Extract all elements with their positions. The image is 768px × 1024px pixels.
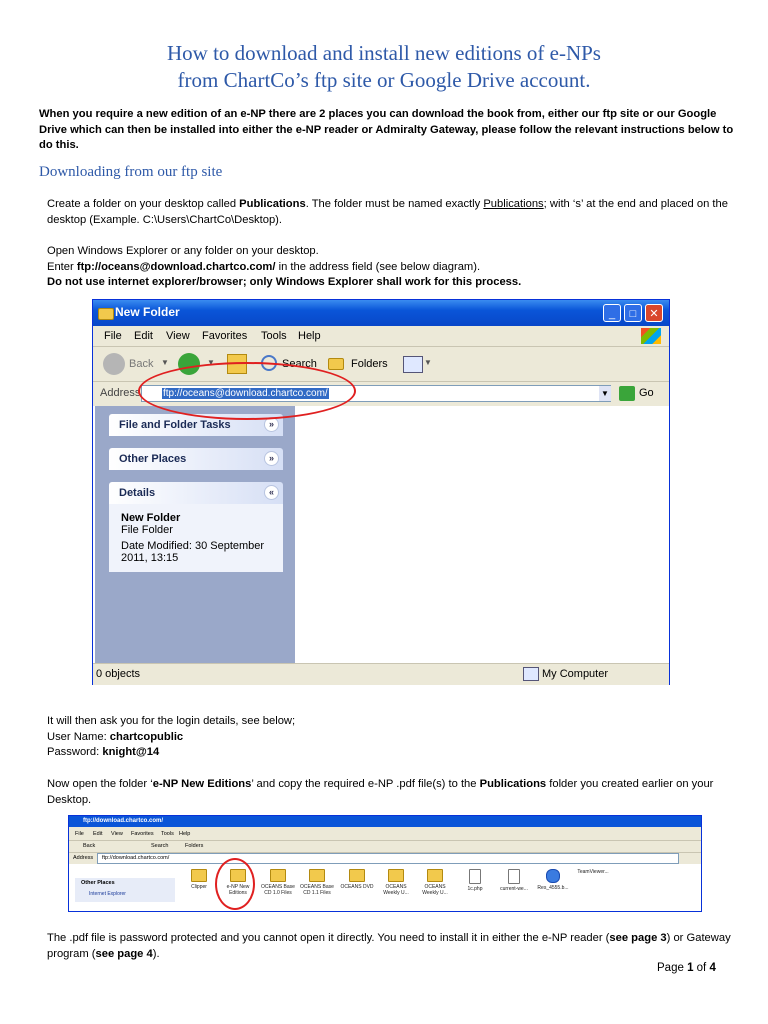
step3-publications: Publications <box>479 778 547 790</box>
details-body <box>109 504 283 572</box>
task-pane <box>95 406 295 663</box>
ftp-other-places-label: Other Places <box>81 880 115 886</box>
detail-type: File Folder <box>121 524 173 536</box>
file-name: OCEANS DVD <box>340 884 374 890</box>
ftp-menu-edit[interactable]: Edit <box>93 831 103 837</box>
php-file-icon <box>469 869 481 884</box>
ftp-back-button[interactable]: Back <box>83 843 96 849</box>
step2-ftp-address: ftp://oceans@download.chartco.com/ <box>76 260 276 273</box>
folder-icon <box>349 869 365 882</box>
ftp-content <box>69 864 701 912</box>
ftp-menu-help[interactable]: Help <box>179 831 191 837</box>
menu-edit[interactable]: Edit <box>134 330 153 342</box>
file-name: Res_4555.b... <box>537 885 569 891</box>
ftp-menu-favorites[interactable]: Favorites <box>131 831 154 837</box>
menu-tools[interactable]: Tools <box>261 330 287 342</box>
panel-other-places[interactable] <box>109 448 283 470</box>
file-name: OCEANS Base CD 1.0 Files <box>261 884 295 896</box>
ftp-folders-button[interactable]: Folders <box>185 843 204 849</box>
footer-note <box>47 931 737 962</box>
status-bar <box>93 663 669 685</box>
folder-icon <box>191 869 207 882</box>
file-item[interactable] <box>339 869 375 890</box>
file-name: current-we... <box>500 886 528 892</box>
folder-icon <box>98 308 114 320</box>
step1-publications-underline: Publications <box>483 198 544 210</box>
detail-date-line2: 2011, 13:15 <box>121 552 179 564</box>
status-object-count: 0 objects <box>96 668 141 680</box>
folders-button[interactable]: Folders <box>351 358 388 370</box>
computer-icon <box>523 667 539 681</box>
ftp-address-input[interactable] <box>97 853 679 864</box>
login-password-line <box>47 745 737 761</box>
step1-publications-bold: Publications <box>239 198 306 210</box>
document-title-line2: from ChartCo’s ftp site or Google Drive account. <box>177 68 591 92</box>
explorer-window-ftp <box>68 815 702 912</box>
file-name: TeamViewer... <box>577 869 609 875</box>
detail-date-line1: Date Modified: 30 September <box>121 540 265 552</box>
file-name: 1c.php <box>467 886 483 892</box>
file-item[interactable] <box>299 869 335 896</box>
page-label: Page <box>657 962 688 974</box>
document-icon <box>508 869 520 884</box>
step1-paragraph <box>47 197 737 228</box>
step1-text-e: ; with ‘s’ at the end and placed on the desktop (Example. C:\Users\ChartCo\Desktop). <box>47 198 728 226</box>
file-name: e-NP New Editions <box>226 884 250 896</box>
file-item[interactable] <box>496 869 532 892</box>
step3-folder-name: e-NP New Editions <box>152 778 252 790</box>
folder-icon <box>270 869 286 882</box>
internet-explorer-icon <box>546 869 560 883</box>
file-item[interactable] <box>457 869 493 892</box>
file-item[interactable] <box>181 869 217 890</box>
document-title-line1: How to download and install new editions of e-NPs <box>167 41 601 65</box>
step2-paragraph <box>47 244 737 291</box>
folder-icon <box>309 869 325 882</box>
back-dropdown-icon[interactable]: ▼ <box>161 358 169 367</box>
address-highlight-circle <box>138 362 356 420</box>
menu-bar <box>93 326 669 347</box>
ftp-search-button[interactable]: Search <box>151 843 169 849</box>
password-value: knight@14 <box>102 746 160 758</box>
explorer-window-new-folder <box>92 299 670 685</box>
search-button[interactable]: Search <box>282 358 317 370</box>
detail-name: New Folder <box>121 512 181 524</box>
go-button[interactable]: Go <box>639 387 654 399</box>
section-heading: Downloading from our ftp site <box>39 164 223 180</box>
go-arrow-icon[interactable] <box>619 386 635 401</box>
ftp-window-titlebar[interactable] <box>69 816 701 827</box>
back-arrow-icon[interactable] <box>103 353 125 375</box>
panel-other-places-label: Other Places <box>119 453 187 465</box>
folder-highlight-circle <box>215 858 255 910</box>
explorer-content <box>93 406 669 663</box>
views-dropdown-icon[interactable]: ▼ <box>424 358 432 367</box>
footer-note-page4: see page 4 <box>95 947 153 960</box>
windows-logo-icon <box>641 328 661 344</box>
file-name: OCEANS Weekly U... <box>422 884 448 896</box>
folder-icon <box>388 869 404 882</box>
step2-warning: Do not use internet explorer/browser; only Windows Explorer shall work for this process. <box>47 276 522 288</box>
footer-note-text-c: ) or Gateway program ( <box>47 932 731 960</box>
panel-details[interactable] <box>109 482 283 504</box>
page-total: 4 <box>709 962 716 974</box>
login-paragraph <box>47 714 737 761</box>
expand-chevron-icon[interactable]: » <box>264 451 279 466</box>
file-item[interactable] <box>378 869 414 896</box>
page-number <box>657 962 716 974</box>
username-value: chartcopublic <box>109 730 184 743</box>
menu-help[interactable]: Help <box>298 330 321 342</box>
ftp-menu-view[interactable]: View <box>111 831 123 837</box>
window-title: New Folder <box>115 305 180 319</box>
expand-chevron-icon[interactable]: » <box>264 417 279 432</box>
forward-dropdown-icon[interactable]: ▼ <box>207 358 215 367</box>
ftp-internet-explorer-link[interactable]: Internet Explorer <box>89 891 126 897</box>
intro-paragraph: When you require a new edition of an e-NP there are 2 places you can download the book from, either our ftp site or our Google Drive which can then be installed into either the e-NP reader or Admiralty Gateway, please follow the relevant instructions below to do this. <box>39 108 734 151</box>
step1-text-a: Create a folder on your desktop called <box>47 198 240 210</box>
file-item[interactable] <box>260 869 296 896</box>
ftp-menu-tools[interactable]: Tools <box>161 831 174 837</box>
step2-enter: Enter <box>47 260 77 273</box>
folder-icon <box>427 869 443 882</box>
footer-note-text-e: ). <box>152 947 160 960</box>
step1-text-c: . The folder must be named exactly <box>305 198 484 210</box>
menu-view[interactable]: View <box>166 330 190 342</box>
window-titlebar[interactable] <box>93 300 669 326</box>
footer-note-page3: see page 3 <box>609 932 667 944</box>
login-intro: It will then ask you for the login details, see below; <box>47 715 296 727</box>
page-of: of <box>693 962 710 974</box>
menu-favorites[interactable]: Favorites <box>202 330 248 342</box>
login-username-line <box>47 730 737 746</box>
username-label: User Name: <box>47 730 110 743</box>
step2-line1: Open Windows Explorer or any folder on your desktop. <box>47 245 319 257</box>
file-item[interactable] <box>535 869 571 891</box>
back-button[interactable]: Back <box>129 358 154 370</box>
file-name: Clipper <box>191 884 207 890</box>
file-name: OCEANS Base CD 1.1 Files <box>300 884 334 896</box>
ftp-other-places-panel <box>75 878 175 902</box>
close-button[interactable]: ✕ <box>645 304 663 322</box>
step2-line2 <box>47 260 737 276</box>
status-location: My Computer <box>542 668 609 680</box>
step3-paragraph <box>47 777 737 808</box>
footer-note-text-a: The .pdf file is password protected and you cannot open it directly. You need to install it in either the e-NP reader ( <box>47 932 610 944</box>
page-current: 1 <box>687 962 694 974</box>
address-dropdown-icon[interactable]: ▼ <box>599 386 611 401</box>
minimize-button[interactable]: _ <box>603 304 621 322</box>
collapse-chevron-icon[interactable]: « <box>264 485 279 500</box>
menu-file[interactable]: File <box>104 330 122 342</box>
ftp-menu-file[interactable]: File <box>75 831 84 837</box>
step3-text-a: Now open the folder ‘ <box>47 778 153 790</box>
file-name: OCEANS Weekly U... <box>383 884 409 896</box>
step2-address-note: in the address field (see below diagram). <box>275 260 481 273</box>
ftp-address-value: ftp://download.chartco.com/ <box>102 855 170 861</box>
ftp-window-title: ftp://download.chartco.com/ <box>83 818 164 824</box>
password-label: Password: <box>47 746 103 758</box>
views-icon[interactable] <box>403 356 423 373</box>
file-item[interactable] <box>575 869 611 875</box>
panel-file-folder-tasks-label: File and Folder Tasks <box>119 419 231 431</box>
step3-text-e: folder you created earlier on your Desktop. <box>47 778 714 806</box>
address-value: ftp://oceans@download.chartco.com/ <box>163 388 328 399</box>
ftp-address-label: Address <box>73 855 94 861</box>
panel-details-label: Details <box>119 487 156 499</box>
folders-icon <box>328 358 344 370</box>
step3-text-c: ’ and copy the required e-NP .pdf file(s) to the <box>251 778 480 790</box>
file-item[interactable] <box>417 869 453 896</box>
address-label: Address <box>100 387 141 399</box>
maximize-button[interactable]: □ <box>624 304 642 322</box>
